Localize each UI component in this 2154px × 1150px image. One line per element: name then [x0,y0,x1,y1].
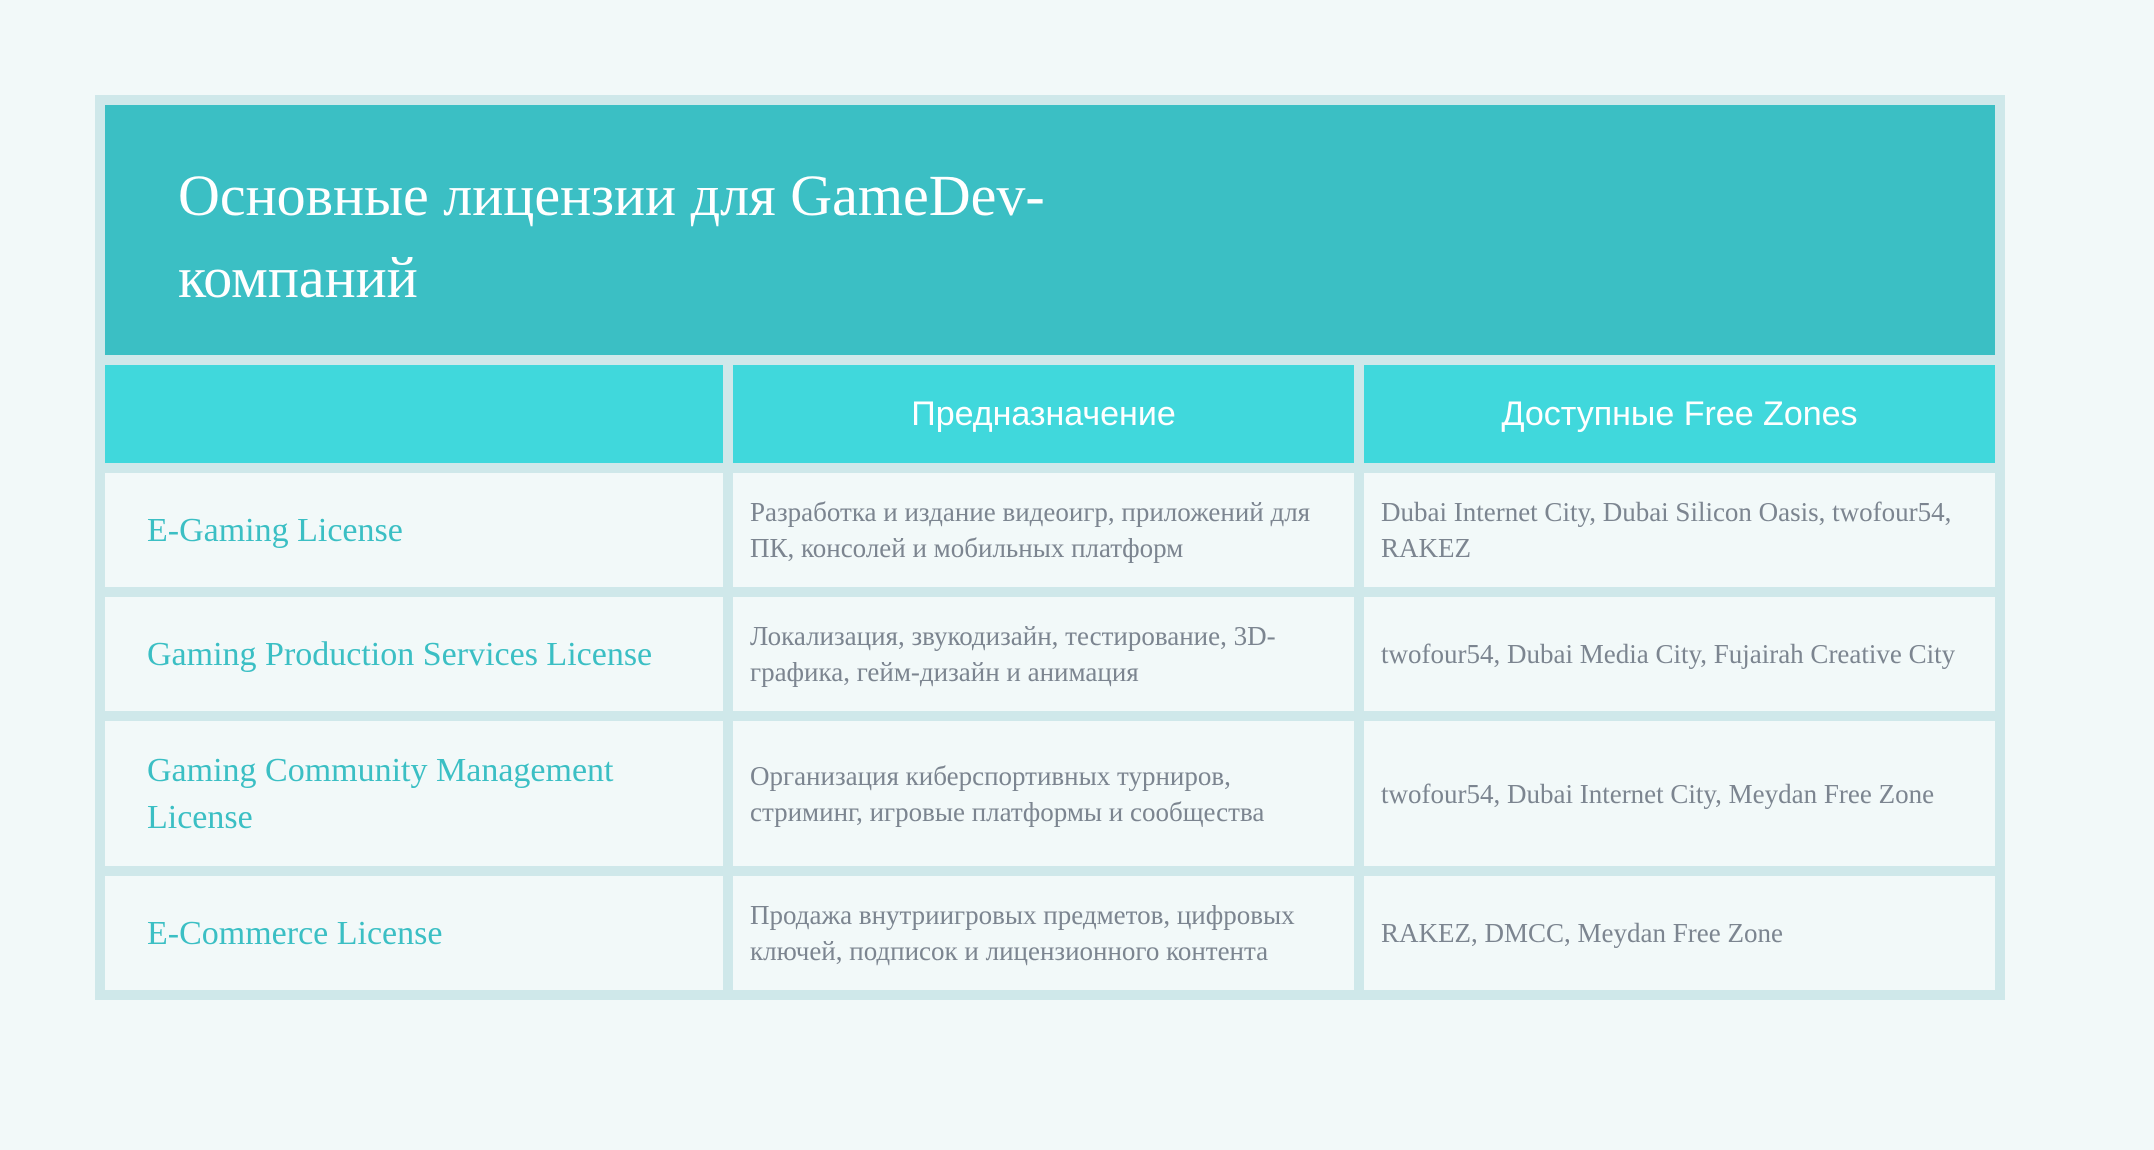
license-purpose-cell: Разработка и издание видеоигр, приложений для ПК, консолей и мобильных платформ [733,473,1354,587]
license-purpose-cell: Продажа внутриигровых предметов, цифровых ключей, подписок и лицензионного контента [733,876,1354,990]
license-zones-cell: RAKEZ, DMCC, Meydan Free Zone [1364,876,1995,990]
license-zones-cell: twofour54, Dubai Internet City, Meydan Free Zone [1364,721,1995,866]
license-name-cell: E-Gaming License [105,473,723,587]
license-name-cell: Gaming Community Management License [105,721,723,866]
header-cell-license [105,365,723,463]
license-name-cell: Gaming Production Services License [105,597,723,711]
license-zones-cell: twofour54, Dubai Media City, Fujairah Creative City [1364,597,1995,711]
license-name-cell: E-Commerce License [105,876,723,990]
page-title: Основные лицензии для GameDev-компаний [178,163,1045,310]
license-purpose-cell: Организация киберспортивных турниров, стриминг, игровые платформы и сообщества [733,721,1354,866]
header-cell-free-zones: Доступные Free Zones [1364,365,1995,463]
license-zones-cell: Dubai Internet City, Dubai Silicon Oasis, twofour54, RAKEZ [1364,473,1995,587]
license-purpose-cell: Локализация, звукодизайн, тестирование, 3D-графика, гейм-дизайн и анимация [733,597,1354,711]
header-cell-purpose: Предназначение [733,365,1354,463]
title-banner [105,105,1995,355]
license-table [105,365,1995,990]
